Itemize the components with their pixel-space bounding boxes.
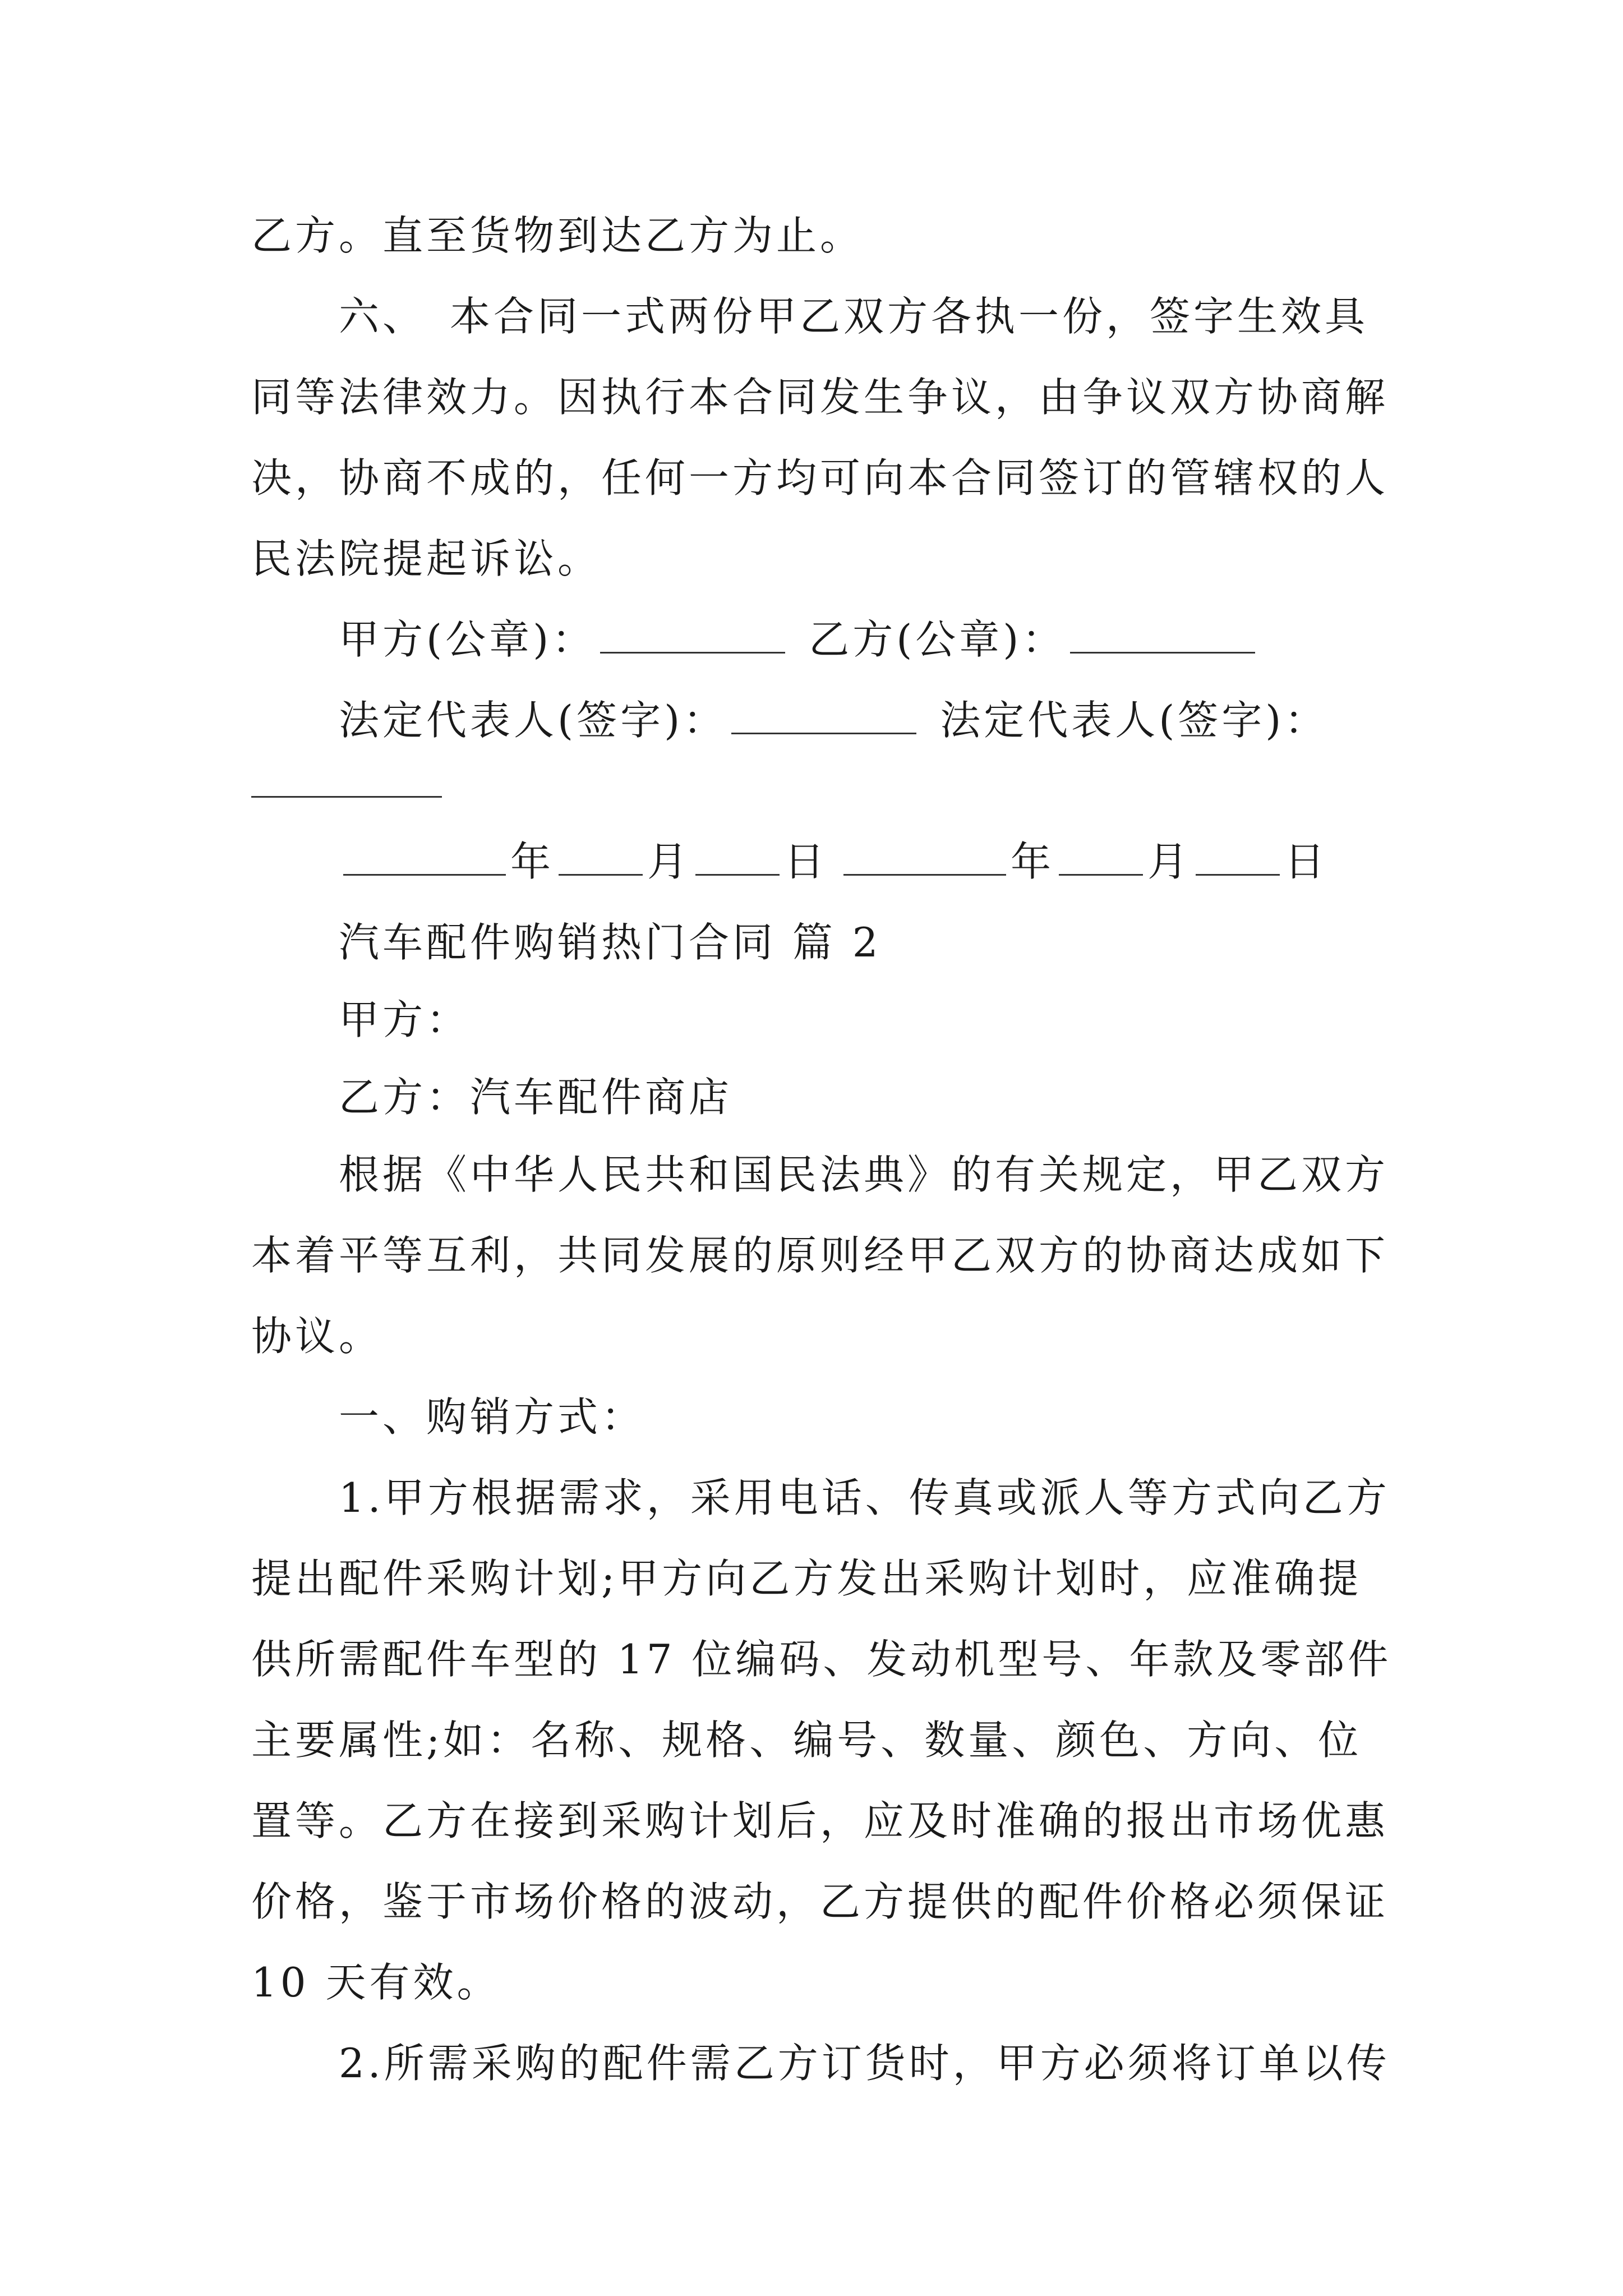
- month-label: 月: [1147, 838, 1192, 885]
- paragraph-line: 六、 本合同一式两份甲乙双方各执一份，签字生效具: [339, 293, 1369, 340]
- party-a-line: 甲方：: [339, 996, 471, 1043]
- month-blank-a: [559, 835, 643, 876]
- month-label: 月: [647, 838, 691, 885]
- party-a-seal-label: 甲方(公章)：: [339, 616, 596, 663]
- paragraph-line: 2.所需采购的配件需乙方订货时，甲方必须将订单以传: [339, 2040, 1390, 2087]
- party-a-seal-blank: [600, 613, 785, 654]
- paragraph-line: 1.甲方根据需求，采用电话、传真或派人等方式向乙方: [339, 1474, 1390, 1521]
- paragraph-line: 决，协商不成的，任何一方均可向本合同签订的管辖权的人: [251, 454, 1389, 501]
- section-title: 汽车配件购销热门合同 篇 2: [339, 919, 882, 966]
- paragraph-line: 价格，鉴于市场价格的波动，乙方提供的配件价格必须保证: [251, 1878, 1389, 1925]
- rep-a-blank: [731, 693, 916, 734]
- rep-a-label: 法定代表人(签字)：: [339, 697, 727, 744]
- party-b-line: 乙方：汽车配件商店: [339, 1074, 733, 1121]
- date-row: [339, 834, 1460, 890]
- paragraph-line: 提出配件采购计划;甲方向乙方发出采购计划时，应准确提: [251, 1555, 1362, 1602]
- day-blank-a: [695, 835, 780, 876]
- day-label: 日: [784, 838, 828, 885]
- party-b-seal-label: 乙方(公章)：: [809, 616, 1066, 663]
- paragraph-line: 本着平等互利，共同发展的原则经甲乙双方的协商达成如下: [251, 1232, 1389, 1279]
- paragraph-line: 置等。乙方在接到采购计划后，应及时准确的报出市场优惠: [251, 1797, 1389, 1844]
- year-label: 年: [1011, 838, 1055, 885]
- paragraph-line: 主要属性;如：名称、规格、编号、数量、颜色、方向、位: [251, 1717, 1362, 1764]
- day-blank-b: [1196, 835, 1280, 876]
- paragraph-line: 同等法律效力。因执行本合同发生争议，由争议双方协商解: [251, 374, 1389, 421]
- seal-row: [339, 611, 1460, 668]
- heading: 一、购销方式：: [339, 1393, 645, 1441]
- representative-row: [339, 692, 1460, 748]
- paragraph-line: 根据《中华人民共和国民法典》的有关规定，甲乙双方: [339, 1151, 1389, 1198]
- rep-b-label: 法定代表人(签字)：: [940, 697, 1329, 744]
- month-blank-b: [1059, 835, 1143, 876]
- year-label: 年: [510, 838, 555, 885]
- paragraph-line: 乙方。直至货物到达乙方为止。: [251, 212, 864, 259]
- party-b-seal-blank: [1070, 613, 1255, 654]
- year-blank-a: [343, 835, 506, 876]
- day-label: 日: [1284, 838, 1329, 885]
- paragraph-line: 供所需配件车型的 17 位编码、发动机型号、年款及零部件: [251, 1636, 1392, 1683]
- rep-b-blank: [251, 795, 442, 798]
- paragraph-line: 协议。: [251, 1313, 383, 1360]
- paragraph-line: 10 天有效。: [251, 1959, 501, 2006]
- year-blank-b: [843, 835, 1006, 876]
- paragraph-line: 民法院提起诉讼。: [251, 535, 602, 582]
